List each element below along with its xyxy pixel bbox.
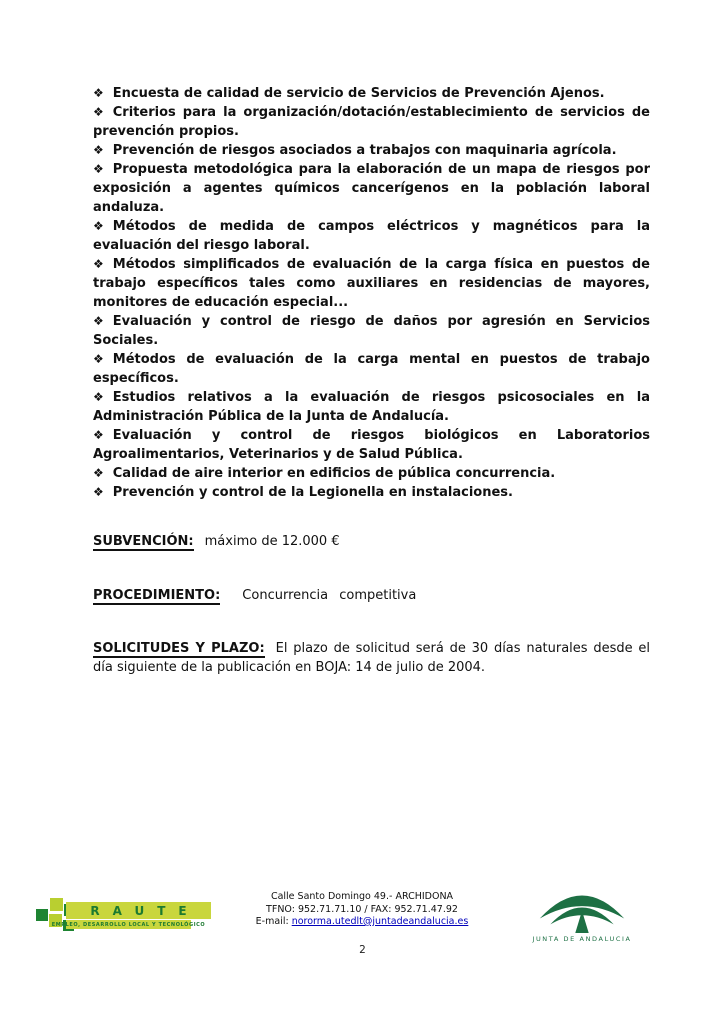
contact-email-line bbox=[222, 916, 502, 929]
diamond-bullet-icon: ❖ bbox=[93, 257, 104, 271]
section-solicitudes bbox=[93, 639, 650, 677]
section-subvencion bbox=[93, 532, 650, 551]
bullet-text: Criterios para la organización/dotación/establecimiento de servicios de prevención propios. bbox=[93, 105, 650, 139]
document-body bbox=[93, 84, 650, 677]
section-label-solicitudes: SOLICITUDES Y PLAZO: bbox=[93, 641, 265, 656]
contact-address: Calle Santo Domingo 49.- ARCHIDONA bbox=[270, 891, 454, 902]
diamond-bullet-icon: ❖ bbox=[93, 390, 104, 404]
diamond-bullet-icon: ❖ bbox=[93, 219, 104, 233]
bullet-text: Evaluación y control de riesgos biológicos en Laboratorios Agroalimentarios, Veterinarios y de Salud Pública. bbox=[93, 428, 650, 462]
bullet-item bbox=[93, 483, 650, 502]
section-value-solicitudes: El plazo de solicitud será de 30 días naturales desde el día siguiente de la publicación en BOJA: 14 de julio de 2004. bbox=[93, 641, 650, 675]
diamond-bullet-icon: ❖ bbox=[93, 314, 104, 328]
junta-name: JUNTA DE ANDALUCIA bbox=[532, 935, 632, 943]
bullet-item bbox=[93, 84, 650, 103]
bullet-item bbox=[93, 103, 650, 141]
diamond-bullet-icon: ❖ bbox=[93, 86, 104, 100]
bullet-item bbox=[93, 350, 650, 388]
bullet-text: Prevención y control de la Legionella en instalaciones. bbox=[112, 485, 513, 500]
bullet-item bbox=[93, 388, 650, 426]
bullet-item bbox=[93, 160, 650, 217]
raute-tagline: EMPLEO, DESARROLLO LOCAL Y TECNOLÓGICO bbox=[51, 921, 206, 928]
diamond-bullet-icon: ❖ bbox=[93, 466, 104, 480]
bullet-text: Encuesta de calidad de servicio de Servicios de Prevención Ajenos. bbox=[112, 86, 605, 101]
bullet-item bbox=[93, 255, 650, 312]
diamond-bullet-icon: ❖ bbox=[93, 105, 104, 119]
contact-phone-fax: TFNO: 952.71.71.10 / FAX: 952.71.47.92 bbox=[266, 903, 458, 915]
diamond-bullet-icon: ❖ bbox=[93, 428, 104, 442]
bullet-text: Métodos de medida de campos eléctricos y magnéticos para la evaluación del riesgo laboral. bbox=[93, 219, 650, 253]
section-value-subvencion: máximo de 12.000 € bbox=[204, 534, 340, 549]
bullet-text: Métodos de evaluación de la carga mental en puestos de trabajo específicos. bbox=[93, 352, 650, 386]
email-label: E-mail: bbox=[255, 916, 289, 927]
bullet-text: Propuesta metodológica para la elaboración de un mapa de riesgos por exposición a agentes químicos cancerígenos en la población laboral andaluza. bbox=[93, 162, 650, 215]
raute-tagline-bar bbox=[51, 920, 206, 929]
diamond-bullet-icon: ❖ bbox=[93, 485, 104, 499]
page-number: 2 bbox=[359, 944, 366, 956]
section-label-procedimiento: PROCEDIMIENTO: bbox=[93, 588, 221, 603]
junta-arch-icon bbox=[534, 882, 630, 934]
section-value-procedimiento: Concurrencia competitiva bbox=[242, 588, 417, 603]
bullet-text: Estudios relativos a la evaluación de riesgos psicosociales en la Administración Pública de la Junta de Andalucía. bbox=[93, 390, 650, 424]
section-procedimiento bbox=[93, 586, 650, 605]
bullet-text: Métodos simplificados de evaluación de la carga física en puestos de trabajo específicos tales como auxiliares en residencias de mayores, monitores de educación especial... bbox=[93, 257, 650, 310]
footer-contact bbox=[222, 891, 502, 929]
bullet-item bbox=[93, 312, 650, 350]
email-link[interactable]: nororma.utedlt@juntadeandalucia.es bbox=[291, 916, 469, 927]
diamond-bullet-icon: ❖ bbox=[93, 143, 104, 157]
diamond-bullet-icon: ❖ bbox=[93, 162, 104, 176]
raute-name-bar bbox=[66, 902, 211, 919]
junta-de-andalucia-logo bbox=[532, 882, 632, 944]
bullet-item bbox=[93, 141, 650, 160]
bullet-item bbox=[93, 426, 650, 464]
bullet-text: Calidad de aire interior en edificios de pública concurrencia. bbox=[112, 466, 556, 481]
bullet-text: Evaluación y control de riesgo de daños por agresión en Servicios Sociales. bbox=[93, 314, 650, 348]
bullet-item bbox=[93, 217, 650, 255]
bullet-item bbox=[93, 464, 650, 483]
section-label-subvencion: SUBVENCIÓN: bbox=[93, 534, 194, 549]
raute-name: RAUTE bbox=[90, 903, 200, 918]
diamond-bullet-icon: ❖ bbox=[93, 352, 104, 366]
bullet-text: Prevención de riesgos asociados a trabajos con maquinaria agrícola. bbox=[112, 143, 617, 158]
raute-logo bbox=[33, 892, 218, 938]
